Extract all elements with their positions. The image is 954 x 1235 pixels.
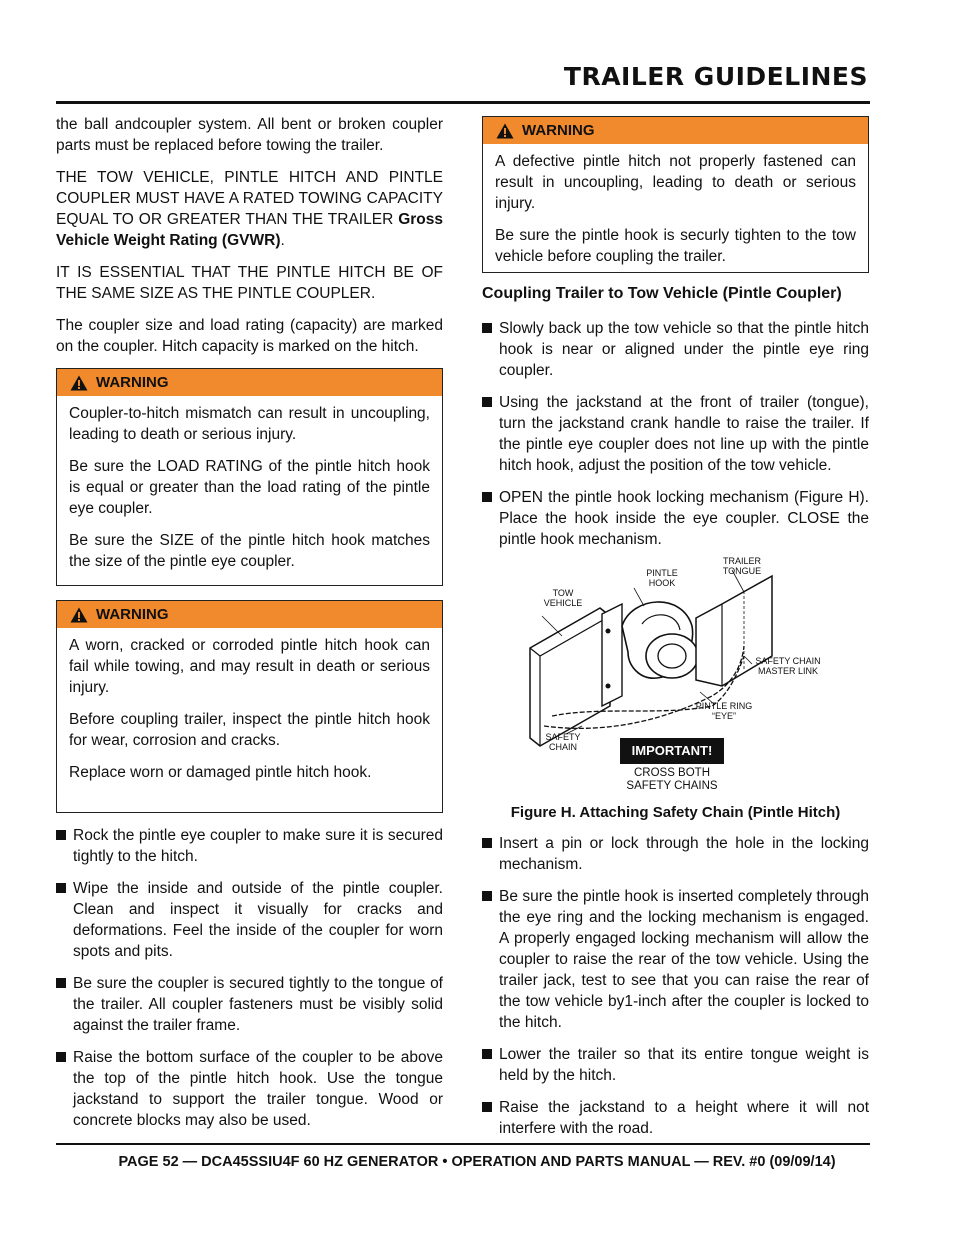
list-item: Rock the pintle eye coupler to make sure it is secured tightly to the hitch. [56, 825, 443, 867]
bullet-list [482, 833, 869, 1139]
warning-box [482, 116, 869, 273]
list-item: Be sure the coupler is secured tightly to the tongue of the trailer. All coupler fasteners must be visibly solid against the trailer frame. [56, 973, 443, 1036]
paragraph: The coupler size and load rating (capacity) are marked on the coupler. Hitch capacity is marked on the hitch. [56, 317, 443, 355]
warning-text: A worn, cracked or corroded pintle hitch hook can fail while towing, and may result in death or serious injury. [69, 637, 430, 696]
list-item: Insert a pin or lock through the hole in the locking mechanism. [482, 833, 869, 875]
bullet-list [482, 318, 869, 550]
warning-box [56, 368, 443, 586]
label-cross-chains: CROSS BOTH SAFETY CHAINS [626, 767, 718, 792]
warning-text: Replace worn or damaged pintle hitch hook. [69, 764, 372, 781]
warning-text: Be sure the pintle hook is securly tighten to the tow vehicle before coupling the trailer. [495, 227, 856, 265]
label-safety-chain-master-link: SAFETY CHAIN MASTER LINK [755, 656, 821, 676]
warning-text: Be sure the LOAD RATING of the pintle hitch hook is equal or greater than the load rating of the pintle eye coupler. [69, 458, 430, 517]
page-title: TRAILER GUIDELINES [563, 62, 868, 91]
list-item: Slowly back up the tow vehicle so that the pintle hitch hook is near or aligned under the pintle eye ring coupler. [482, 318, 869, 381]
label-pintle-hook: PINTLE HOOK [646, 568, 678, 588]
warning-icon [70, 375, 88, 391]
warning-icon [70, 607, 88, 623]
warning-body [57, 628, 442, 812]
paragraph-bold: Gross Vehicle Weight Rating (GVWR) [56, 211, 443, 249]
list-item: Lower the trailer so that its entire tongue weight is held by the hitch. [482, 1044, 869, 1086]
left-column [56, 114, 443, 1142]
page-footer: PAGE 52 — DCA45SSIU4F 60 HZ GENERATOR • OPERATION AND PARTS MANUAL — REV. #0 (09/09/14) [118, 1154, 836, 1170]
warning-text: Be sure the SIZE of the pintle hitch hook matches the size of the pintle eye coupler. [69, 532, 430, 570]
paragraph-text: THE TOW VEHICLE, PINTLE HITCH AND PINTLE COUPLER MUST HAVE A RATED TOWING CAPACITY EQUAL TO OR GREATER THAN THE TRAILER [56, 169, 443, 228]
footer-rule [56, 1143, 870, 1145]
warning-text: Before coupling trailer, inspect the pintle hitch hook for wear, corrosion and cracks. [69, 711, 430, 749]
figure-h [482, 556, 869, 798]
warning-header [57, 369, 442, 396]
figure-caption: Figure H. Attaching Safety Chain (Pintle Hitch) [510, 804, 841, 821]
warning-label: WARNING [96, 606, 169, 623]
paragraph-end: . [280, 232, 285, 249]
warning-label: WARNING [522, 122, 595, 139]
warning-text: Coupler-to-hitch mismatch can result in uncoupling, leading to death or serious injury. [69, 405, 430, 443]
warning-body [57, 396, 442, 585]
header-rule [56, 101, 870, 104]
paragraph [56, 167, 443, 251]
warning-box [56, 600, 443, 813]
right-column [482, 116, 869, 1150]
list-item: Be sure the pintle hook is inserted completely through the eye ring and the locking mechanism is engaged. A properly engaged locking mechanism will allow the coupler to raise the rear of the tow vehicle. Using the trailer jack, test to see that you can raise the rear of the tow vehicle by1-inch after the coupler is locked to the hitch. [482, 886, 869, 1033]
warning-text: A defective pintle hitch not properly fastened can result in uncoupling, leading to death or serious injury. [495, 153, 856, 212]
paragraph: IT IS ESSENTIAL THAT THE PINTLE HITCH BE OF THE SAME SIZE AS THE PINTLE COUPLER. [56, 264, 443, 302]
warning-header [57, 601, 442, 628]
warning-label: WARNING [96, 374, 169, 391]
section-heading: Coupling Trailer to Tow Vehicle (Pintle Coupler) [482, 285, 842, 302]
list-item: Using the jackstand at the front of trailer (tongue), turn the jackstand crank handle to raise the trailer. If the pintle eye coupler does not line up with the pintle hitch hook, adjust the position of the tow vehicle. [482, 392, 869, 476]
label-important: IMPORTANT! [620, 738, 724, 764]
list-item: Wipe the inside and outside of the pintle coupler. Clean and inspect it visually for cracks and deformations. Feel the inside of the coupler for worn spots and pits. [56, 878, 443, 962]
label-tow-vehicle: TOW VEHICLE [543, 588, 583, 608]
list-item: OPEN the pintle hook locking mechanism (Figure H). Place the hook inside the eye coupler. CLOSE the pintle hook mechanism. [482, 487, 869, 550]
label-pintle-ring: PINTLE RING “EYE” [695, 701, 753, 721]
warning-icon [496, 123, 514, 139]
bullet-list [56, 825, 443, 1131]
list-item: Raise the bottom surface of the coupler to be above the top of the pintle hitch hook. Use the tongue jackstand to support the trailer tongue. Wood or concrete blocks may also be used. [56, 1047, 443, 1131]
paragraph: the ball andcoupler system. All bent or broken coupler parts must be replaced before towing the trailer. [56, 116, 443, 154]
warning-body [483, 144, 868, 272]
label-safety-chain: SAFETY CHAIN [545, 732, 581, 752]
warning-header [483, 117, 868, 144]
list-item: Raise the jackstand to a height where it will not interfere with the road. [482, 1097, 869, 1139]
label-trailer-tongue: TRAILER TONGUE [722, 556, 762, 576]
